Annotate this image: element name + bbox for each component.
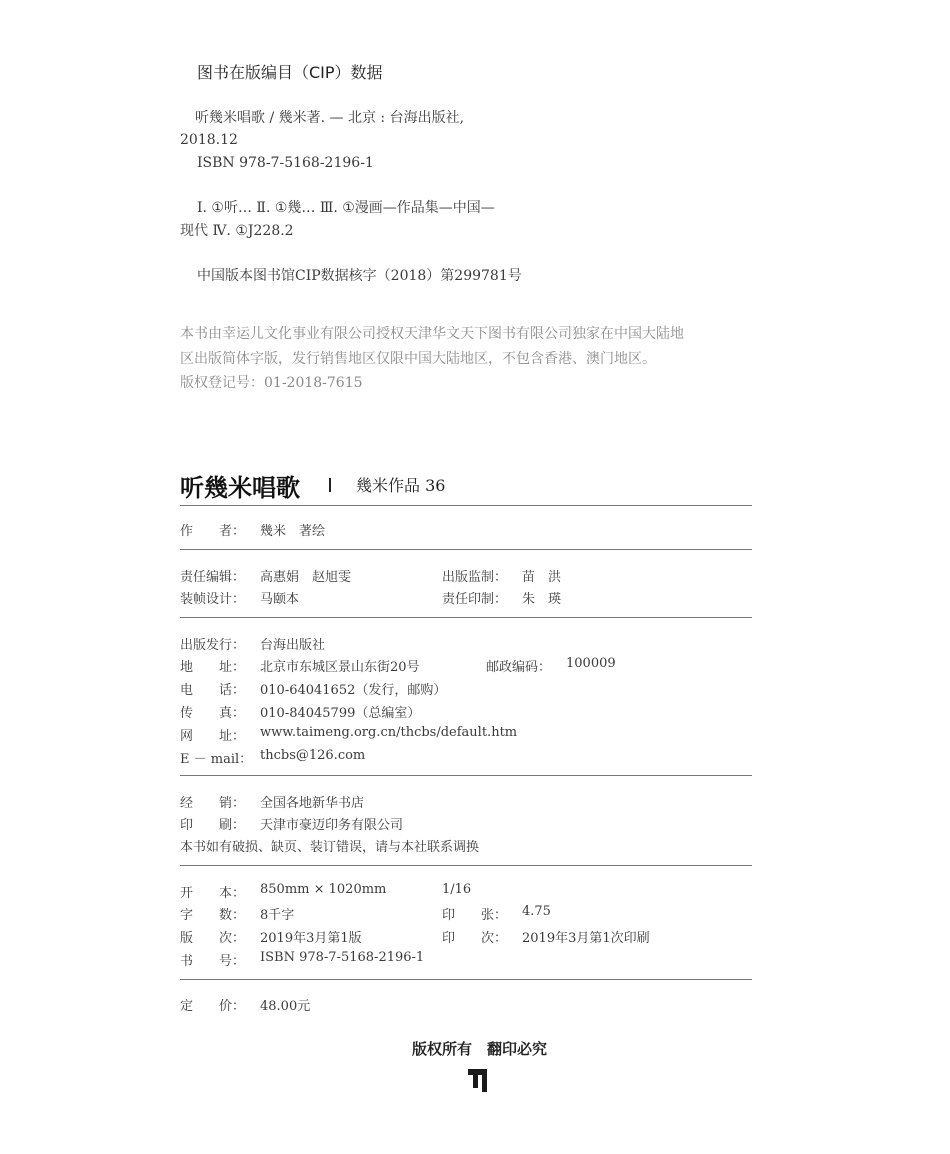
title-separator (329, 478, 331, 492)
distributor-label: 经 销： (180, 796, 246, 811)
address-row (180, 656, 740, 676)
web-row (180, 725, 740, 745)
postcode-label: 邮政编码： (486, 660, 552, 675)
printing-resp-label: 责任印制： (442, 592, 508, 607)
sheets-value: 4.75 (522, 904, 551, 919)
price-value: 48.00元 (260, 999, 311, 1014)
price-row (180, 995, 740, 1015)
format-fraction: 1/16 (442, 882, 472, 897)
format-label: 开 本： (180, 886, 246, 901)
fax-label: 传 真： (180, 706, 246, 721)
email-value: thcbs@126.com (260, 748, 366, 763)
rights-notice: 版权所有 翻印必究 (412, 1040, 548, 1058)
supervisor-label: 出版监制： (442, 570, 508, 585)
web-label: 网 址： (180, 729, 246, 744)
cip-heading: 图书在版编目（CIP）数据 (197, 63, 383, 82)
divider (180, 979, 752, 980)
words-row (180, 904, 740, 924)
postcode-value: 100009 (566, 656, 616, 671)
phone-value: 010-64041652（发行，邮购） (260, 683, 447, 698)
cip-line-classification: Ⅰ. ①听… Ⅱ. ①幾… Ⅲ. ①漫画—作品集—中国— (197, 200, 495, 216)
isbn-label: 书 号： (180, 954, 246, 969)
isbn-value: ISBN 978-7-5168-2196-1 (260, 950, 425, 965)
author-value: 幾米 著绘 (260, 524, 326, 539)
editor-row (180, 566, 740, 586)
license-notice-line-2: 区出版简体字版，发行销售地区仅限中国大陆地区，不包含香港、澳门地区。 (180, 351, 656, 367)
defect-note-row (180, 836, 740, 856)
email-row (180, 748, 740, 768)
defect-note: 本书如有破损、缺页、装订错误，请与本社联系调换 (180, 840, 480, 855)
divider (180, 505, 752, 506)
author-label: 作 者： (180, 524, 246, 539)
printing-resp-value: 朱 瑛 (522, 592, 562, 607)
publisher-label: 出版发行： (180, 638, 246, 653)
author-row (180, 520, 740, 540)
email-label: E － mail： (180, 752, 253, 767)
address-label: 地 址： (180, 660, 246, 675)
distributor-value: 全国各地新华书店 (260, 796, 365, 811)
sheets-label: 印 张： (442, 908, 508, 923)
fax-value: 010-84045799（总编室） (260, 706, 421, 721)
edition-label: 版 次： (180, 931, 246, 946)
cip-line-record-number: 中国版本图书馆CIP数据核字（2018）第299781号 (197, 268, 522, 284)
designer-label: 装帧设计： (180, 592, 246, 607)
edition-value: 2019年3月第1版 (260, 931, 362, 946)
publisher-logo-icon (466, 1066, 490, 1094)
divider (180, 549, 752, 550)
impression-label: 印 次： (442, 931, 508, 946)
copyright-registration: 版权登记号：01-2018-7615 (180, 375, 363, 391)
license-notice-line-1: 本书由幸运儿文化事业有限公司授权天津华文天下图书有限公司独家在中国大陆地 (180, 326, 684, 342)
publisher-row (180, 634, 740, 654)
supervisor-value: 苗 洪 (522, 570, 562, 585)
editor-value: 高惠娟 赵旭雯 (260, 570, 352, 585)
fax-row (180, 702, 740, 722)
words-label: 字 数： (180, 908, 246, 923)
isbn-row (180, 950, 740, 970)
publisher-value: 台海出版社 (260, 638, 326, 653)
web-value: www.taimeng.org.cn/thcbs/default.htm (260, 725, 518, 740)
printer-value: 天津市豪迈印务有限公司 (260, 818, 404, 833)
printer-label: 印 刷： (180, 818, 246, 833)
impression-value: 2019年3月第1次印刷 (522, 931, 650, 946)
cip-line-classification-cont: 现代 Ⅳ. ①J228.2 (180, 223, 294, 239)
cip-line-date: 2018.12 (180, 132, 238, 148)
divider (180, 775, 752, 776)
phone-label: 电 话： (180, 683, 246, 698)
phone-row (180, 679, 740, 699)
divider (180, 865, 752, 866)
book-series: 幾米作品 36 (356, 476, 446, 495)
edition-row (180, 927, 740, 947)
words-value: 8千字 (260, 908, 295, 923)
designer-value: 马颐本 (260, 592, 300, 607)
book-title: 听幾米唱歌 (180, 474, 300, 502)
format-value: 850mm × 1020mm (260, 882, 387, 897)
price-label: 定 价： (180, 999, 246, 1014)
divider (180, 617, 752, 618)
address-value: 北京市东城区景山东街20号 (260, 660, 420, 675)
cip-line-isbn: ISBN 978-7-5168-2196-1 (197, 155, 374, 171)
editor-label: 责任编辑： (180, 570, 246, 585)
designer-row (180, 588, 740, 608)
distributor-row (180, 792, 740, 812)
format-row (180, 882, 740, 902)
cip-line-title: 听幾米唱歌 / 幾米著. — 北京 : 台海出版社, (195, 110, 465, 126)
printer-row (180, 814, 740, 834)
